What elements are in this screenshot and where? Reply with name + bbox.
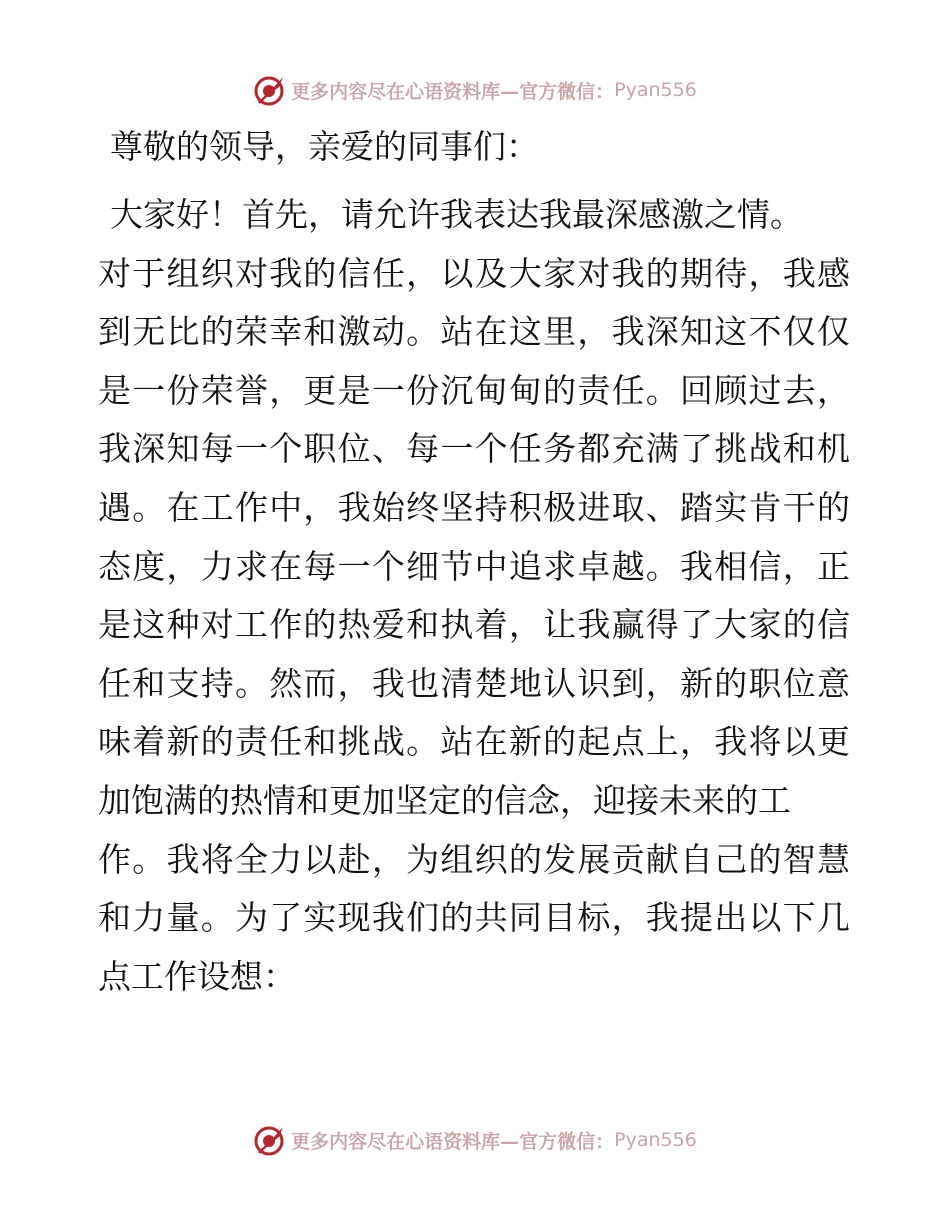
text-line: 遇。在工作中，我始终坚持积极进取、踏实肯干的 [98, 487, 850, 527]
text-line: 任和支持。然而，我也清楚地认识到，新的职位意 [98, 663, 850, 703]
paragraph [98, 186, 850, 1006]
text-line: 味着新的责任和挑战。站在新的起点上，我将以更 [98, 722, 850, 762]
text-line: 大家好！首先，请允许我表达我最深感激之情。 [110, 195, 803, 234]
banner-wechat-id: Pyan556 [614, 79, 697, 101]
text-line: 是一份荣誉，更是一份沉甸甸的责任。回顾过去， [98, 370, 850, 410]
quill-logo-icon [253, 1123, 287, 1157]
text-line: 态度，力求在每一个细节中追求卓越。我相信，正 [98, 546, 850, 586]
text-line: 对于组织对我的信任，以及大家对我的期待，我感 [98, 253, 850, 293]
text-line: 到无比的荣幸和激动。站在这里，我深知这不仅仅 [98, 312, 850, 352]
quill-logo-icon [253, 73, 287, 107]
document-body [98, 118, 850, 1006]
text-line: 点工作设想： [98, 956, 296, 996]
text-line: 加饱满的热情和更加坚定的信念，迎接未来的工 [98, 780, 791, 820]
banner-text: 更多内容尽在心语资料库—官方微信： [291, 80, 615, 103]
banner-text: 更多内容尽在心语资料库—官方微信： [291, 1130, 615, 1153]
text-line: 和力量。为了实现我们的共同目标，我提出以下几 [98, 898, 850, 938]
text-line: 作。我将全力以赴，为组织的发展贡献自己的智慧 [98, 839, 850, 879]
greeting: 尊敬的领导，亲爱的同事们： [110, 127, 539, 166]
text-line: 是这种对工作的热爱和执着，让我赢得了大家的信 [98, 605, 850, 645]
header-banner [0, 70, 950, 110]
footer-banner [0, 1120, 950, 1160]
banner-wechat-id: Pyan556 [614, 1129, 697, 1151]
text-line: 我深知每一个职位、每一个任务都充满了挑战和机 [98, 429, 850, 469]
